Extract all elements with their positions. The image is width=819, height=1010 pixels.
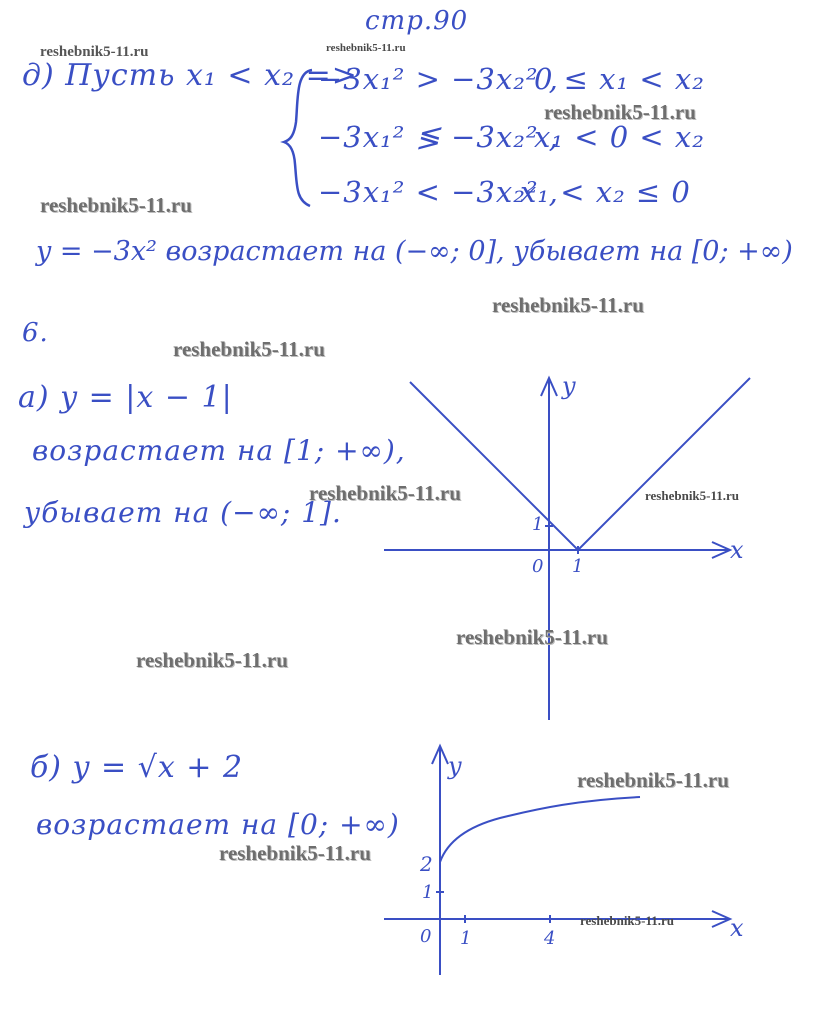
watermark: reshebnik5-11.ru <box>577 768 729 792</box>
watermark: reshebnik5-11.ru <box>456 625 608 649</box>
graph-a-x-label: x <box>730 536 744 564</box>
graph-b-origin: 0 <box>420 926 432 947</box>
watermark: reshebnik5-11.ru <box>309 481 461 505</box>
part-a-decreases: убывает на (−∞; 1]. <box>24 496 342 529</box>
graph-b-x-tick-4: 4 <box>544 928 556 949</box>
watermark: reshebnik5-11.ru <box>645 488 740 503</box>
part-b-increases: возрастает на [0; +∞) <box>36 808 400 841</box>
watermark: reshebnik5-11.ru <box>40 193 192 217</box>
graph-a-origin: 0 <box>532 556 544 577</box>
watermark: reshebnik5-11.ru <box>219 841 371 865</box>
part-b-formula: б) y = √x + 2 <box>30 750 244 785</box>
graph-b-x-tick-1: 1 <box>460 928 472 949</box>
graph-a-y-label: y <box>562 372 576 400</box>
part-a-increases: возрастает на [1; +∞), <box>32 434 406 467</box>
graph-b-y-tick-2: 2 <box>420 852 433 876</box>
watermark: reshebnik5-11.ru <box>40 44 149 60</box>
graph-b-y-label: y <box>448 752 462 780</box>
graph-a-x-tick-label: 1 <box>572 556 584 577</box>
case-2-inequality: −3x₁² ≶ −3x₂² , <box>318 120 559 154</box>
case-1-inequality: −3x₁² > −3x₂² , <box>318 62 559 96</box>
case-2-condition: x₁ < 0 < x₂ <box>534 120 705 154</box>
watermark: reshebnik5-11.ru <box>492 293 644 317</box>
watermark: reshebnik5-11.ru <box>544 100 696 124</box>
page-reference: стр.90 <box>365 6 469 36</box>
graph-b-x-label: x <box>730 914 744 942</box>
section-d-marker: д) <box>22 58 55 93</box>
section-d-assumption: Пусть x₁ < x₂ => <box>65 58 358 93</box>
watermark: reshebnik5-11.ru <box>326 42 406 54</box>
part-a-formula: а) y = |x − 1| <box>18 380 233 415</box>
graph-a-y-tick-label: 1 <box>532 514 544 535</box>
watermark: reshebnik5-11.ru <box>136 648 288 672</box>
graph-b-curve <box>440 797 640 862</box>
task-number: 6. <box>22 318 49 348</box>
graph-b-y-tick-1: 1 <box>422 882 434 903</box>
section-d-conclusion: y = −3x² возрастает на (−∞; 0], убывает на [0; +∞) <box>36 236 793 267</box>
case-1-condition: 0 ≤ x₁ < x₂ <box>534 62 705 96</box>
watermark: reshebnik5-11.ru <box>173 337 325 361</box>
case-3-condition: x₁ < x₂ ≤ 0 <box>520 175 691 209</box>
watermark: reshebnik5-11.ru <box>580 913 675 928</box>
case-3-inequality: −3x₁² < −3x₂² , <box>318 175 559 209</box>
